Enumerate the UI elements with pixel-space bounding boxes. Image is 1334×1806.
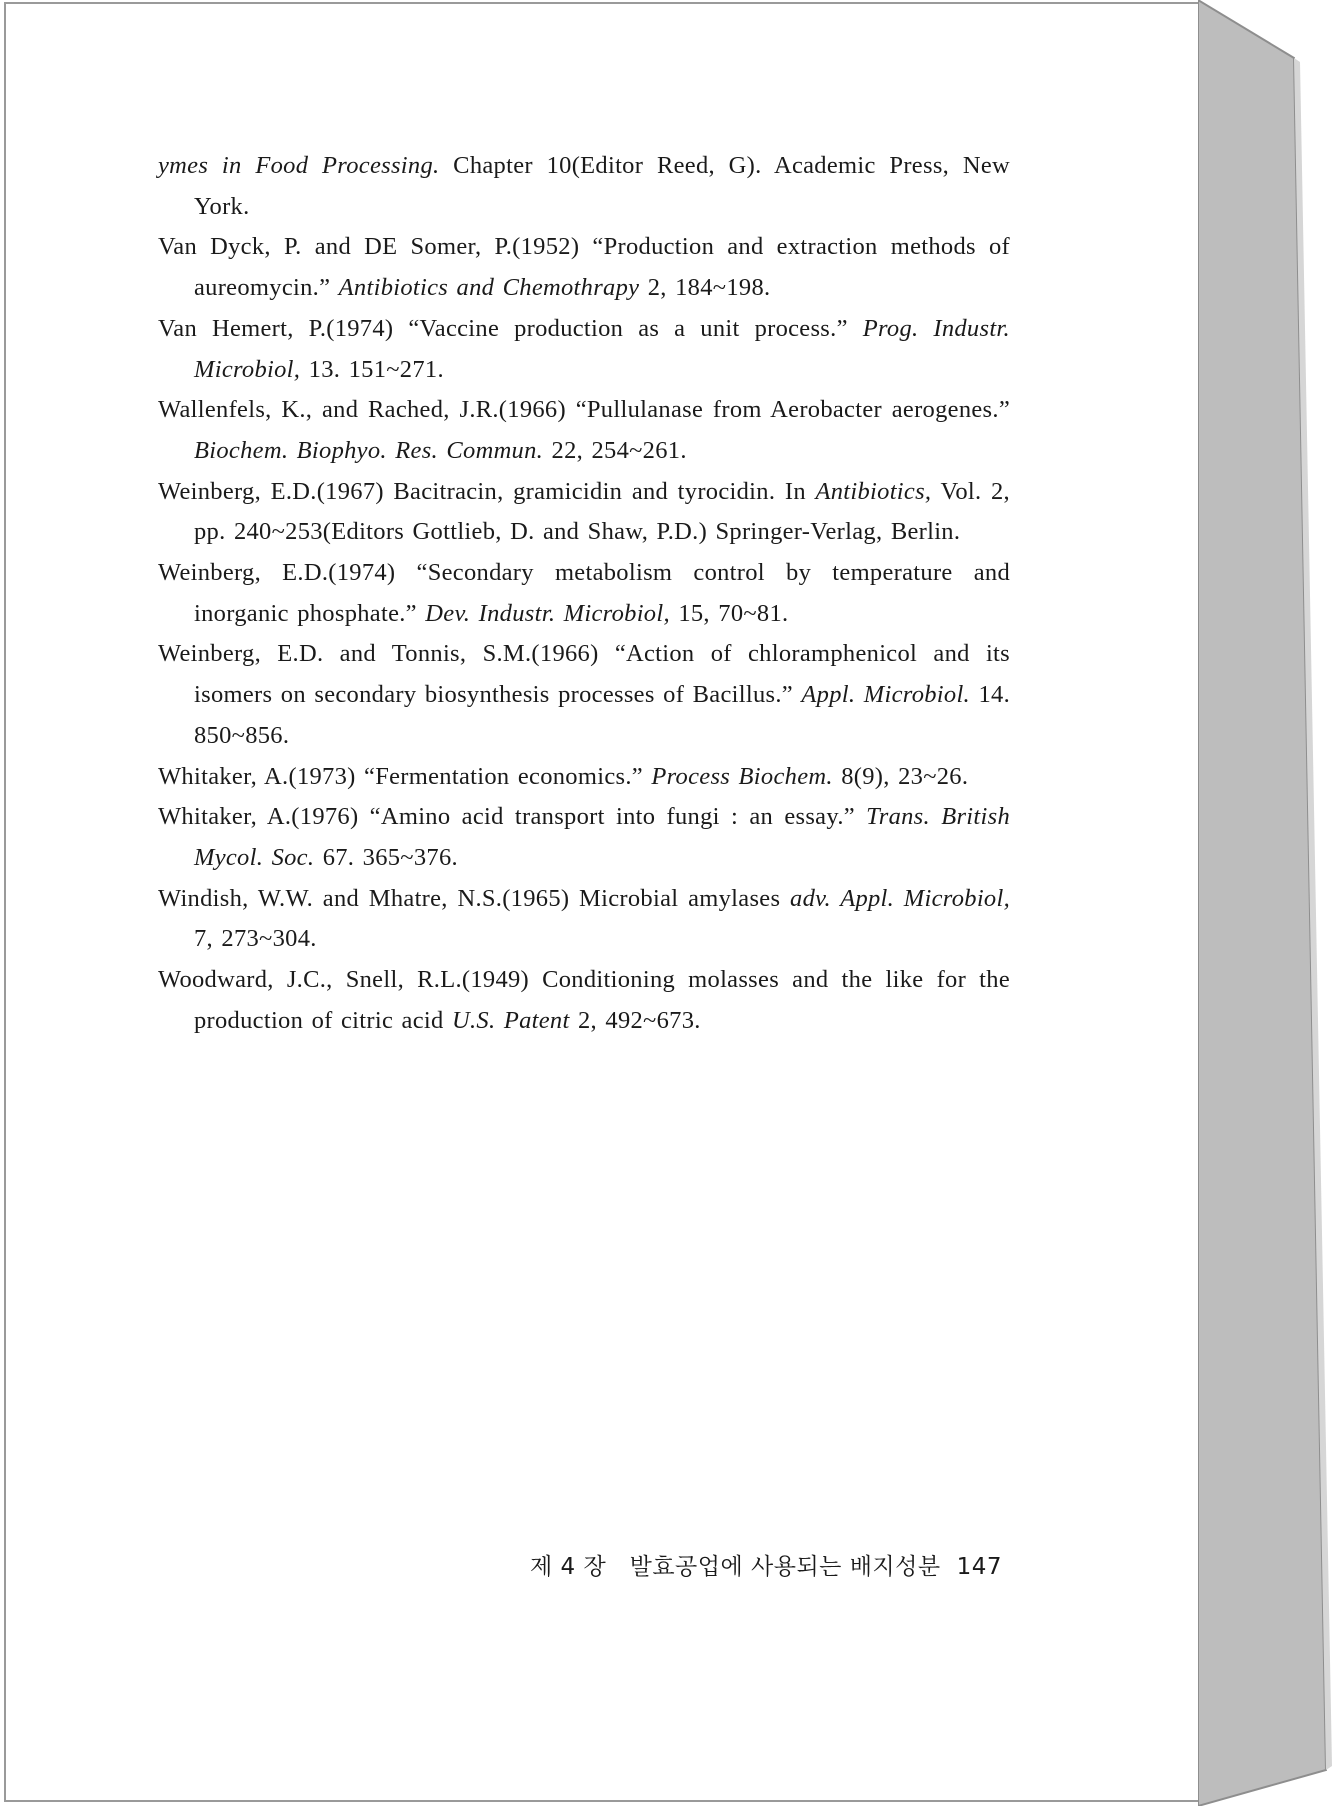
reference-item	[158, 757, 1010, 798]
ref-text: 8(9), 23~26.	[832, 762, 969, 790]
reference-list	[158, 146, 1010, 1041]
ref-italic: ymes in Food Processing.	[158, 152, 440, 179]
ref-text: Vol. 2, pp. 240~253(Editors Gottlieb, D. and Shaw, P.D.) Springer-Verlag, Berlin.	[194, 477, 1010, 546]
book-edge	[1198, 0, 1334, 1806]
reference-item	[158, 960, 1010, 1041]
reference-item	[158, 227, 1010, 308]
reference-item	[158, 797, 1010, 878]
page-footer	[520, 1548, 1002, 1581]
reference-item	[158, 634, 1010, 756]
ref-text: Woodward, J.C., Snell, R.L.(1949) Conditioning molasses and the like for the production of citric acid	[158, 966, 1010, 1034]
ref-italic: Antibiotics,	[815, 477, 932, 505]
ref-text: Chapter 10(Editor Reed, G). Academic Press, New York.	[194, 152, 1010, 220]
ref-text: Whitaker, A.(1973) “Fermentation economics.”	[158, 762, 652, 790]
ref-italic: U.S. Patent	[452, 1006, 570, 1034]
ref-italic: Antibiotics and Chemothrapy	[338, 274, 640, 302]
reference-item	[158, 390, 1010, 471]
ref-text: Weinberg, E.D.(1974) “Secondary metabolism control by temperature and inorganic phosphate.”	[158, 559, 1010, 627]
reference-item	[158, 146, 1010, 227]
reference-item	[158, 879, 1010, 960]
ref-text: 14. 850~856.	[194, 681, 1011, 749]
ref-text: 7, 273~304.	[194, 925, 317, 953]
ref-text: 22, 254~261.	[543, 436, 687, 464]
ref-italic: Prog. Industr. Microbiol,	[194, 314, 1010, 383]
ref-text: 2, 492~673.	[569, 1006, 701, 1034]
ref-text: Van Hemert, P.(1974) “Vaccine production as a unit process.”	[158, 314, 863, 342]
ref-text: 13. 151~271.	[300, 355, 444, 383]
ref-italic: Process Biochem.	[651, 762, 833, 790]
ref-text: 67. 365~376.	[314, 843, 458, 871]
ref-italic: adv. Appl. Microbiol,	[790, 884, 1011, 912]
ref-text: Weinberg, E.D.(1967) Bacitracin, gramicidin and tyrocidin. In	[158, 477, 816, 505]
ref-text: 2, 184~198.	[639, 274, 771, 302]
ref-text: Weinberg, E.D. and Tonnis, S.M.(1966) “Action of chloramphenicol and its isomers on secondary biosynthesis processes of Bacillus.”	[158, 640, 1010, 709]
ref-italic: Dev. Industr. Microbiol,	[425, 599, 670, 627]
ref-text: Whitaker, A.(1976) “Amino acid transport into fungi : an essay.”	[158, 803, 867, 831]
ref-text: Wallenfels, K., and Rached, J.R.(1966) “Pullulanase from Aerobacter aerogenes.”	[158, 396, 1010, 424]
ref-text: 15, 70~81.	[669, 599, 789, 627]
page-number: 147	[956, 1554, 1002, 1580]
ref-text: Van Dyck, P. and DE Somer, P.(1952) “Production and extraction methods of aureomycin.”	[158, 233, 1010, 302]
reference-item	[158, 309, 1010, 390]
reference-item	[158, 553, 1010, 634]
ref-italic: Appl. Microbiol.	[801, 681, 970, 709]
chapter-title: 제 4 장 발효공업에 사용되는 배지성분	[530, 1554, 941, 1580]
ref-italic: Biochem. Biophyo. Res. Commun.	[194, 436, 544, 464]
reference-item	[158, 472, 1010, 553]
ref-italic: Trans. British Mycol. Soc.	[194, 803, 1010, 871]
ref-text: Windish, W.W. and Mhatre, N.S.(1965) Microbial amylases	[158, 884, 791, 912]
